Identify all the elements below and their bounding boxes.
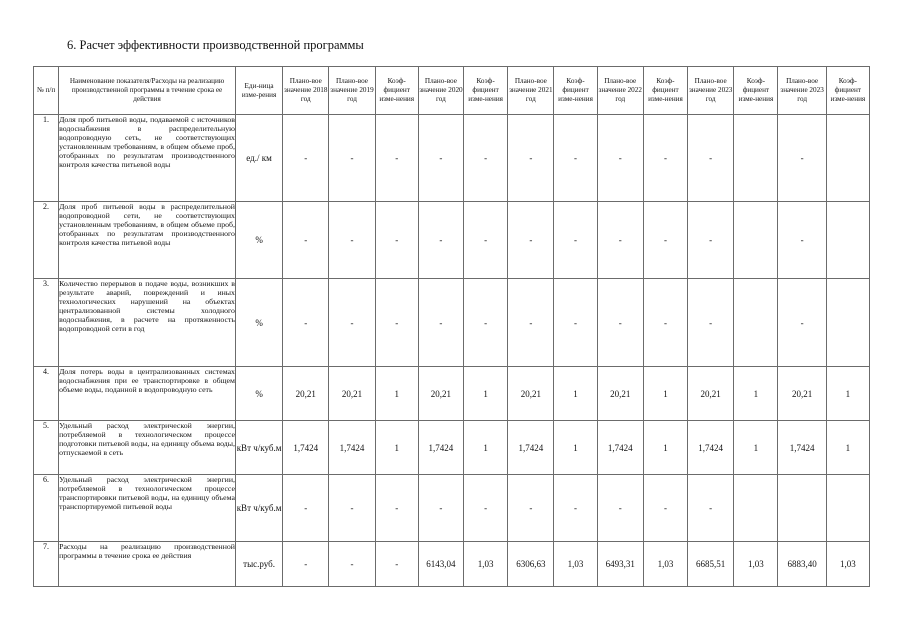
value-cell: - [329,279,375,367]
value-cell: - [508,202,554,279]
value-cell: 20,21 [283,367,329,421]
value-cell: - [597,115,643,202]
value-cell: 1 [826,367,869,421]
value-cell: - [283,202,329,279]
value-cell: - [508,279,554,367]
document-title: 6. Расчет эффективности производственной программы [67,38,364,52]
value-cell: 1,03 [554,542,597,587]
table-row [34,202,870,279]
value-cell: 1,7424 [418,421,463,475]
value-cell: - [643,202,687,279]
value-cell: 1 [375,421,418,475]
unit-cell: % [235,279,282,367]
header-cell: Еди-ница изме-рения [235,67,282,115]
value-cell: 6883,40 [778,542,826,587]
value-cell [734,115,778,202]
value-cell: - [778,202,826,279]
value-cell [734,202,778,279]
indicator-name-cell: Расходы на реализацию производственной программы в течение срока ее действия [59,542,236,587]
value-cell: - [375,542,418,587]
value-cell: - [778,279,826,367]
header-cell: Плано-вое значение 2023 год [778,67,826,115]
value-cell: 1 [826,421,869,475]
value-cell: - [375,202,418,279]
value-cell: - [464,202,508,279]
value-cell: 20,21 [688,367,734,421]
header-cell: Коэф-фициент изме-нения [734,67,778,115]
value-cell: - [329,542,375,587]
value-cell: - [464,279,508,367]
value-cell: - [329,115,375,202]
value-cell: - [554,202,597,279]
value-cell: - [283,279,329,367]
table-row [34,115,870,202]
value-cell: - [283,475,329,542]
value-cell: 1,7424 [597,421,643,475]
value-cell [778,475,826,542]
value-cell: - [554,475,597,542]
value-cell: 1 [554,367,597,421]
unit-cell: % [235,202,282,279]
value-cell: 6143,04 [418,542,463,587]
value-cell: - [329,475,375,542]
header-cell: Коэф-фициент изме-нения [826,67,869,115]
indicator-name-cell: Удельный расход электрической энергии, потребляемой в технологическом процессе подготовки питьевой воды, на единицу объема воды, отпускаемой в сеть [59,421,236,475]
value-cell: - [643,475,687,542]
value-cell: 1,03 [643,542,687,587]
value-cell: - [418,475,463,542]
value-cell [826,279,869,367]
row-number-cell: 1. [34,115,59,202]
header-cell: Плано-вое значение 2023 год [688,67,734,115]
value-cell: - [643,279,687,367]
value-cell: - [418,279,463,367]
table-row [34,542,870,587]
value-cell: 20,21 [778,367,826,421]
value-cell: - [688,279,734,367]
row-number-cell: 5. [34,421,59,475]
value-cell: 1,7424 [283,421,329,475]
value-cell: - [554,279,597,367]
value-cell: - [375,475,418,542]
value-cell: 20,21 [508,367,554,421]
header-cell: Коэф-фициент изме-нения [643,67,687,115]
row-number-cell: 4. [34,367,59,421]
value-cell [826,115,869,202]
value-cell: - [778,115,826,202]
value-cell: 1 [375,367,418,421]
value-cell: 1 [734,367,778,421]
value-cell: - [597,202,643,279]
unit-cell: кВт ч/куб.м [235,421,282,475]
value-cell: 1,7424 [508,421,554,475]
header-cell: Плано-вое значение 2021 год [508,67,554,115]
row-number-cell: 6. [34,475,59,542]
value-cell: - [375,279,418,367]
header-cell: Плано-вое значение 2020 год [418,67,463,115]
indicator-name-cell: Доля проб питьевой воды, подаваемой с источников водоснабжения в распределительную водопроводную сеть, не соответствующих установленным требованиям, в общем объеме проб, отобранных по результатам производственного контроля качества питьевой воды [59,115,236,202]
value-cell: 20,21 [597,367,643,421]
value-cell: - [643,115,687,202]
unit-cell: % [235,367,282,421]
efficiency-table [33,66,870,587]
value-cell: 1 [643,367,687,421]
table-row [34,421,870,475]
value-cell: 1,7424 [778,421,826,475]
value-cell: 1 [464,367,508,421]
value-cell: 1 [734,421,778,475]
value-cell: - [375,115,418,202]
value-cell: - [688,475,734,542]
value-cell: 1,03 [734,542,778,587]
value-cell: - [283,115,329,202]
unit-cell: кВт ч/куб.м [235,475,282,542]
indicator-name-cell: Доля проб питьевой воды в распределительной водопроводной сети, не соответствующих установленным требованиям, в общем объеме проб, отобранных по результатам производственного контроля качества питьевой воды [59,202,236,279]
value-cell [826,475,869,542]
value-cell: 20,21 [418,367,463,421]
value-cell: - [688,115,734,202]
value-cell [734,475,778,542]
indicator-name-cell: Доля потерь воды в централизованных системах водоснабжения при ее транспортировке в общем объеме воды, поданной в водопроводную сеть [59,367,236,421]
value-cell: - [597,475,643,542]
value-cell: - [418,202,463,279]
header-cell: Наименование показателя/Расходы на реализацию производственной программы в течение срока ее действия [59,67,236,115]
value-cell: 1,7424 [329,421,375,475]
header-cell: № п/п [34,67,59,115]
value-cell: - [554,115,597,202]
table-row [34,279,870,367]
value-cell: 1 [554,421,597,475]
value-cell: - [688,202,734,279]
table-row [34,367,870,421]
header-cell: Плано-вое значение 2019 год [329,67,375,115]
indicator-name-cell: Количество перерывов в подаче воды, возникших в результате аварий, повреждений и иных технологических нарушений на объектах централизованной системы холодного водоснабжения, в расчете на протяженность водопроводной сети в год [59,279,236,367]
table-header-row [34,67,870,115]
value-cell: - [508,115,554,202]
value-cell: - [283,542,329,587]
unit-cell: ед./ км [235,115,282,202]
unit-cell: тыс.руб. [235,542,282,587]
value-cell: - [597,279,643,367]
value-cell: 1,03 [464,542,508,587]
value-cell: - [329,202,375,279]
header-cell: Коэф-фициент изме-нения [375,67,418,115]
value-cell [734,279,778,367]
value-cell: 1 [464,421,508,475]
value-cell: 1,03 [826,542,869,587]
value-cell: 6306,63 [508,542,554,587]
value-cell: - [418,115,463,202]
table-row [34,475,870,542]
value-cell [826,202,869,279]
value-cell: 20,21 [329,367,375,421]
value-cell: 6685,51 [688,542,734,587]
value-cell: 6493,31 [597,542,643,587]
row-number-cell: 3. [34,279,59,367]
value-cell: 1,7424 [688,421,734,475]
value-cell: - [464,475,508,542]
value-cell: 1 [643,421,687,475]
header-cell: Плано-вое значение 2022 год [597,67,643,115]
header-cell: Коэф-фициент изме-нения [554,67,597,115]
header-cell: Коэф-фициент изме-нения [464,67,508,115]
value-cell: - [508,475,554,542]
value-cell: - [464,115,508,202]
indicator-name-cell: Удельный расход электрической энергии, потребляемой в технологическом процессе транспортировки питьевой воды, на единицу объема транспортируемой питьевой воды [59,475,236,542]
row-number-cell: 7. [34,542,59,587]
row-number-cell: 2. [34,202,59,279]
header-cell: Плано-вое значение 2018 год [283,67,329,115]
